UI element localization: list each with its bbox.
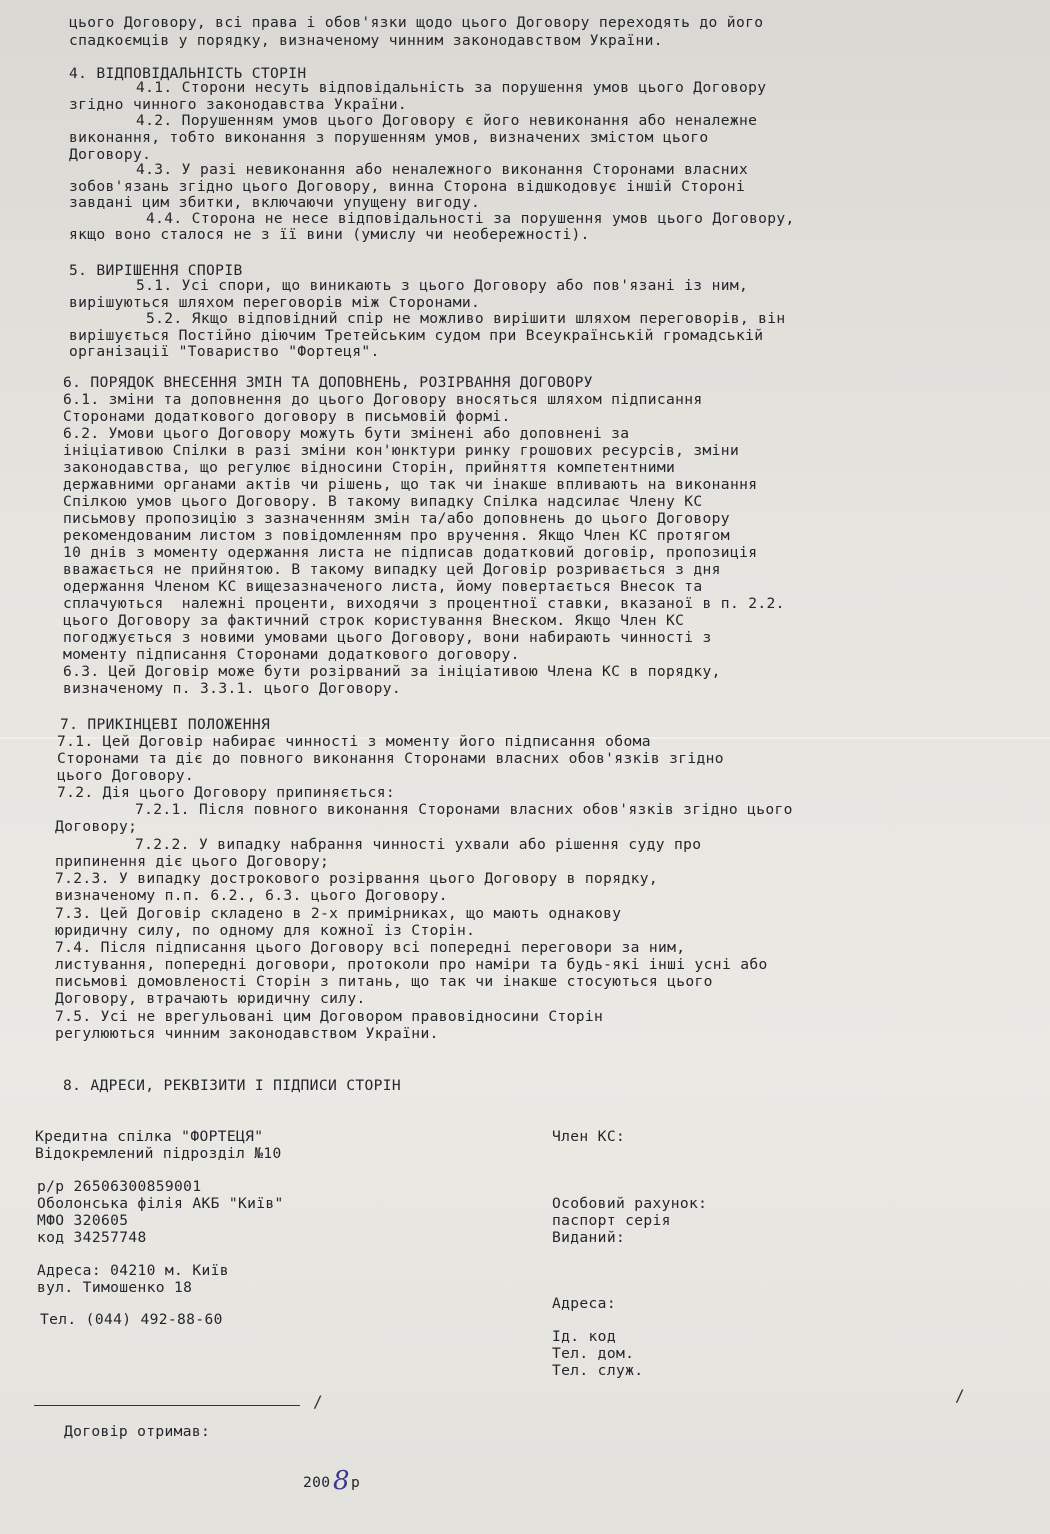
text-line: 6.1. зміни та доповнення до цього Договору вносяться шляхом підписання [63, 391, 703, 408]
text-line: Сторонами додаткового договору в письмовій формі. [63, 408, 511, 425]
text-line: погоджується з новими умовами цього Договору, вони набирають чинності з [63, 629, 712, 646]
text-line: паспорт серія [552, 1212, 671, 1229]
year-suffix: р [351, 1474, 360, 1491]
text-line: регулюються чинним законодавством України. [55, 1025, 439, 1042]
text-line: 7.1. Цей Договір набирає чинності з моменту його підписання обома [57, 733, 651, 750]
text-line: 6. ПОРЯДОК ВНЕСЕННЯ ЗМІН ТА ДОПОВНЕНЬ, РОЗІРВАННЯ ДОГОВОРУ [63, 374, 593, 391]
text-line: 5.1. Усі спори, що виникають з цього Договору або пов'язані із ним, [136, 277, 749, 294]
text-line: 4.4. Сторона не несе відповідальності за порушення умов цього Договору, [146, 210, 795, 227]
text-line: Кредитна спілка "ФОРТЕЦЯ" [35, 1128, 264, 1145]
text-line: вул. Тимошенко 18 [37, 1279, 193, 1296]
text-line: одержання Членом КС вищезазначеного листа, йому повертається Внесок та [63, 578, 703, 595]
text-line: визначеному п.п. 6.2., 6.3. цього Договору. [55, 887, 448, 904]
text-line: Особовий рахунок: [552, 1195, 708, 1212]
text-line: Адреса: [552, 1295, 616, 1312]
text-line: 4.3. У разі невиконання або неналежного виконання Сторонами власних [136, 161, 749, 178]
year-handwritten: 8 [333, 1466, 350, 1496]
text-line: моменту підписання Сторонами додаткового договору. [63, 646, 520, 663]
text-line: зобов'язань згідно цього Договору, винна Сторона відшкодовує іншій Стороні [69, 178, 746, 195]
text-line: Договору. [69, 146, 152, 163]
text-line: Договір отримав: [64, 1423, 211, 1440]
text-line: 8. АДРЕСИ, РЕКВІЗИТИ І ПІДПИСИ СТОРІН [63, 1077, 402, 1094]
text-line: 7.3. Цей Договір складено в 2-х примірниках, що мають однакову [55, 905, 622, 922]
text-line: вирішується Постійно діючим Третейським судом при Всеукраїнській громадській [69, 327, 764, 344]
text-line: р/р 26506300859001 [37, 1178, 202, 1195]
text-line: МФО 320605 [37, 1212, 129, 1229]
text-line: 7.2.2. У випадку набрання чинності ухвали або рішення суду про [135, 836, 702, 853]
text-line: письмову пропозицію з зазначенням змін та/або доповнень до цього Договору [63, 510, 730, 527]
text-line: визначеному п. 3.3.1. цього Договору. [63, 680, 402, 697]
text-line: державними органами актів чи рішень, що так чи інакше впливають на виконання [63, 476, 758, 493]
text-line: 6.3. Цей Договір може бути розірваний за ініціативою Члена КС в порядку, [63, 663, 721, 680]
text-line: 7.2.3. У випадку дострокового розірвання цього Договору в порядку, [55, 870, 658, 887]
text-line: Відокремлений підрозділ №10 [35, 1145, 282, 1162]
text-line: спадкоємців у порядку, визначеному чинним законодавством України. [69, 32, 663, 49]
text-line: 4.2. Порушенням умов цього Договору є його невиконання або неналежне [136, 112, 758, 129]
text-line: 7.5. Усі не врегульовані цим Договором правовідносини Сторін [55, 1008, 604, 1025]
text-line: 4.1. Сторони несуть відповідальність за порушення умов цього Договору [136, 79, 767, 96]
text-line: ініціативою Спілки в разі зміни кон'юнктури ринку грошових ресурсів, зміни [63, 442, 740, 459]
text-line: 6.2. Умови цього Договору можуть бути змінені або доповнені за [63, 425, 630, 442]
text-line: організації "Товариство "Фортеця". [69, 343, 380, 360]
signature-line [34, 1405, 300, 1406]
text-line: Сторонами та діє до повного виконання Сторонами власних обов'язків згідно [57, 750, 724, 767]
text-line: Договору, втрачають юридичну силу. [55, 990, 366, 1007]
text-line: цього Договору, всі права і обов'язки щодо цього Договору переходять до його [69, 14, 764, 31]
text-line: цього Договору. [57, 767, 195, 784]
text-line: Спілкою умов цього Договору. В такому випадку Спілка надсилає Члену КС [63, 493, 703, 510]
text-line: 4. ВІДПОВІДАЛЬНІСТЬ СТОРІН [69, 65, 307, 82]
text-line: 7.2. Дія цього Договору припиняється: [57, 784, 396, 801]
text-line: 10 днів з моменту одержання листа не підписав додатковий договір, пропозиція [63, 544, 758, 561]
text-line: письмові домовленості Сторін з питань, що так чи інакше стосуються цього [55, 973, 713, 990]
text-line: цього Договору за фактичний строк користування Внеском. Якщо Член КС [63, 612, 685, 629]
text-line: Ід. код [552, 1328, 616, 1345]
text-line: припинення діє цього Договору; [55, 853, 330, 870]
text-line: 5. ВИРІШЕННЯ СПОРІВ [69, 262, 243, 279]
text-line: вирішуються шляхом переговорів між Сторонами. [69, 294, 481, 311]
text-line: 5.2. Якщо відповідний спір не можливо вирішити шляхом переговорів, він [146, 310, 786, 327]
text-line: Тел. служ. [552, 1362, 644, 1379]
text-line: 7.4. Після підписання цього Договору всі попередні переговори за ним, [55, 939, 686, 956]
text-line: згідно чинного законодавства України. [69, 96, 408, 113]
text-line: рекомендованим листом з повідомленням про вручення. Якщо Член КС протягом [63, 527, 730, 544]
signature-slash: / [313, 1392, 323, 1411]
text-line: Виданий: [552, 1229, 626, 1246]
text-line: завдані цим збитки, включаючи упущену вигоду. [69, 194, 481, 211]
member-signature-slash: / [955, 1386, 965, 1405]
text-line: Тел. (044) 492-88-60 [40, 1311, 223, 1328]
year-prefix: 200 [303, 1474, 331, 1491]
text-line: 7. ПРИКІНЦЕВІ ПОЛОЖЕННЯ [60, 716, 271, 733]
text-line: Договору; [55, 818, 138, 835]
text-line: листування, попередні договори, протоколи про наміри та будь-які інші усні або [55, 956, 768, 973]
text-line: вважається не прийнятою. В такому випадку цей Договір розривається з дня [63, 561, 721, 578]
text-line: 7.2.1. Після повного виконання Сторонами власних обов'язків згідно цього [135, 801, 793, 818]
text-line: код 34257748 [37, 1229, 147, 1246]
text-line: Тел. дом. [552, 1345, 635, 1362]
text-line: Адреса: 04210 м. Київ [37, 1262, 229, 1279]
text-line: сплачуються належні проценти, виходячи з процентної ставки, вказаної в п. 2.2. [63, 595, 785, 612]
text-line: Оболонська філія АКБ "Київ" [37, 1195, 284, 1212]
text-line: виконання, тобто виконання з порушенням умов, визначених змістом цього [69, 129, 709, 146]
text-line: якщо воно сталося не з її вини (умислу чи необережності). [69, 226, 590, 243]
text-line: юридичну силу, по одному для кожної із Сторін. [55, 922, 476, 939]
text-line: Член КС: [552, 1128, 626, 1145]
text-line: законодавства, що регулює відносини Сторін, прийняття компетентними [63, 459, 676, 476]
